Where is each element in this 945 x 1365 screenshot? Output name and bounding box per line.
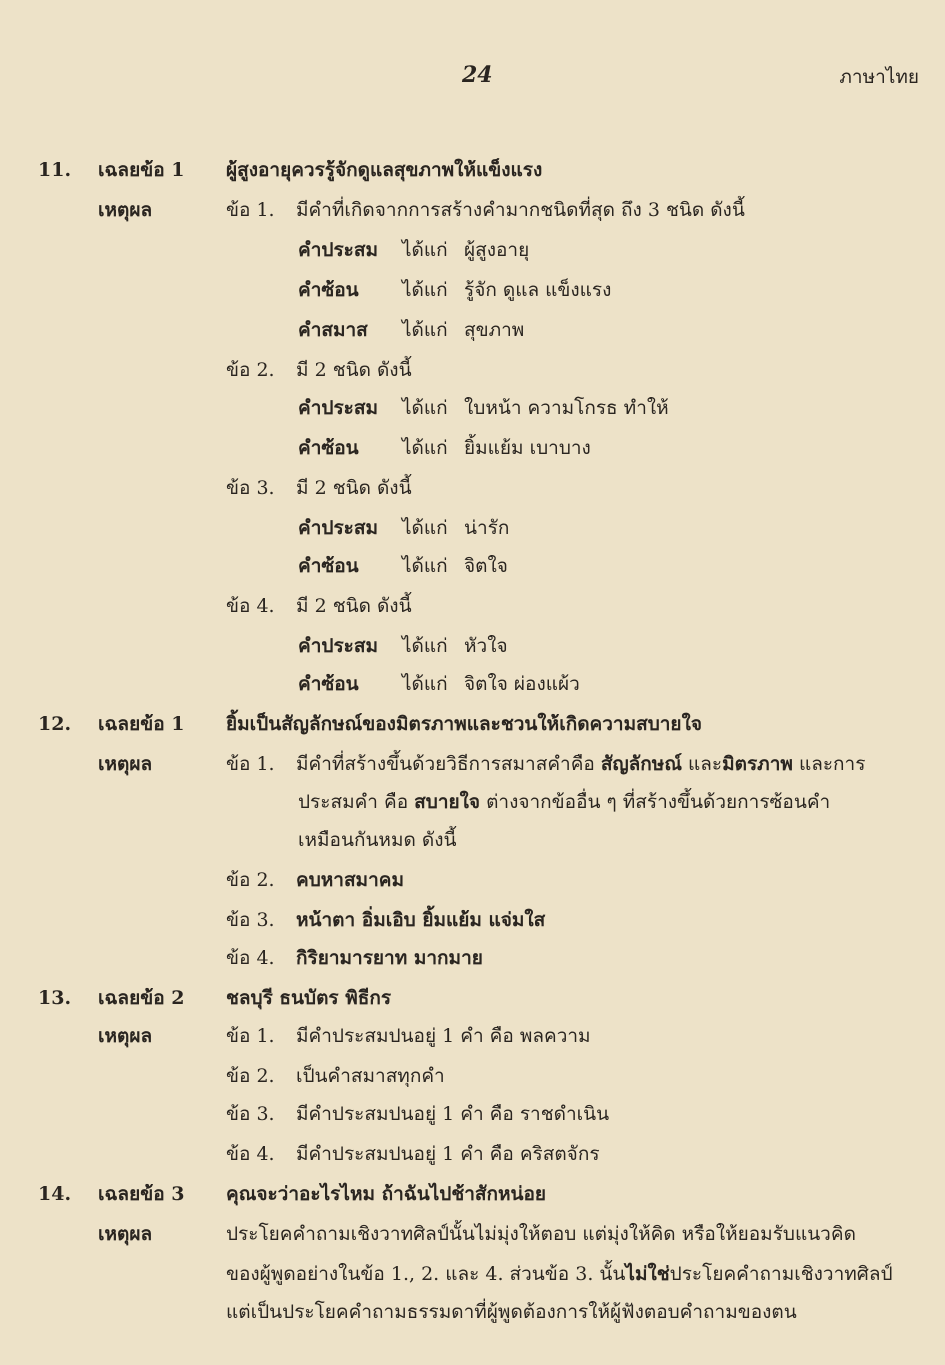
answer-label: เฉลยข้อ 1 [98,713,185,735]
reason-label: เหตุผล [98,199,153,221]
option-text: มี 2 ชนิด ดังนี้ [296,477,412,499]
paragraph-text: ของผู้พูดอย่างในข้อ 1., 2. และ 4. ส่วนข้อ 3. นั้น [226,1263,626,1285]
option-line [226,592,412,620]
option-text: เป็นคำสมาสทุกคำ [296,1065,445,1087]
option-label: ข้อ 2. [226,869,275,891]
option-label: ข้อ 4. [226,595,275,617]
answer-label: เฉลยข้อ 1 [98,159,185,181]
examples: จิตใจ ผ่องแผ้ว [464,673,580,695]
option-text: คบหาสมาคม [296,869,404,891]
connector: ได้แก่ [402,673,448,695]
examples: รู้จัก ดูแล แข็งแรง [464,279,612,301]
paragraph-text: ประโยคคำถามเชิงวาทศิลป์ [669,1263,893,1285]
option-label: ข้อ 4. [226,1143,275,1165]
word-type-line [298,552,508,580]
word-type: คำสมาส [298,319,368,341]
option-label: ข้อ 4. [226,947,275,969]
option-line [226,474,412,502]
connector: ได้แก่ [402,437,448,459]
option-text: และการ [792,753,866,775]
option-text: มีคำประสมปนอยู่ 1 คำ คือ คริสตจักร [296,1143,600,1165]
examples: น่ารัก [464,517,510,539]
word-type-line [298,434,591,462]
option-text: และ [681,753,723,775]
word-type: คำซ้อน [298,673,359,695]
option-continuation [298,788,830,816]
option-text: มีคำประสมปนอยู่ 1 คำ คือ พลความ [296,1025,591,1047]
word-type-line [298,670,580,698]
subject-header: ภาษาไทย [839,66,919,88]
option-text: มีคำที่สร้างขึ้นด้วยวิธีการสมาสคำคือ [296,753,601,775]
examples: ผู้สูงอายุ [464,239,530,261]
option-line [226,866,404,894]
option-text: มีคำที่เกิดจากการสร้างคำมากชนิดที่สุด ถึง 3 ชนิด ดังนี้ [296,199,745,221]
word-type-line [298,394,669,422]
answer-text: คุณจะว่าอะไรไหม ถ้าฉันไปช้าสักหน่อย [226,1183,547,1205]
option-line [226,906,545,934]
answer-text: ผู้สูงอายุควรรู้จักดูแลสุขภาพให้แข็งแรง [226,159,543,181]
examples: ยิ้มแย้ม เบาบาง [464,437,591,459]
word-type: คำประสม [298,635,378,657]
examples: สุขภาพ [464,319,525,341]
question-number: 12. [38,713,72,735]
highlight-word: สัญลักษณ์ [600,753,682,775]
word-type-line [298,316,524,344]
question-number: 13. [38,987,72,1009]
word-type-line [298,236,529,264]
highlight-word: มิตรภาพ [722,753,793,775]
option-text: มี 2 ชนิด ดังนี้ [296,595,412,617]
connector: ได้แก่ [402,279,448,301]
option-line [226,1062,445,1090]
word-type: คำซ้อน [298,555,359,577]
question-number: 11. [38,159,72,181]
option-label: ข้อ 1. [226,199,275,221]
connector: ได้แก่ [402,397,448,419]
option-label: ข้อ 3. [226,477,275,499]
option-label: ข้อ 2. [226,359,275,381]
reason-label: เหตุผล [98,753,153,775]
word-type: คำประสม [298,397,378,419]
page-number: 24 [462,62,493,88]
option-line [226,750,865,778]
connector: ได้แก่ [402,635,448,657]
answer-text: ชลบุรี ธนบัตร พิธีกร [226,987,392,1009]
option-line [226,944,483,972]
question-number: 14. [38,1183,72,1205]
word-type-line [298,276,611,304]
option-label: ข้อ 1. [226,1025,275,1047]
option-label: ข้อ 1. [226,753,275,775]
answer-label: เฉลยข้อ 2 [98,987,185,1009]
answer-label: เฉลยข้อ 3 [98,1183,185,1205]
reason-label: เหตุผล [98,1223,153,1245]
option-line [226,196,745,224]
option-text: กิริยามารยาท มากมาย [296,947,483,969]
examples: ใบหน้า ความโกรธ ทำให้ [464,397,669,419]
paragraph-line: แต่เป็นประโยคคำถามธรรมดาที่ผู้พูดต้องการให้ผู้ฟังตอบคำถามของตน [226,1301,797,1323]
connector: ได้แก่ [402,319,448,341]
option-line [226,1022,591,1050]
reason-label: เหตุผล [98,1025,153,1047]
highlight-word: สบายใจ [414,791,481,813]
examples: จิตใจ [464,555,508,577]
connector: ได้แก่ [402,517,448,539]
option-label: ข้อ 3. [226,909,275,931]
option-text: มี 2 ชนิด ดังนี้ [296,359,412,381]
option-continuation: เหมือนกันหมด ดังนี้ [298,829,457,851]
option-text: ประสมคำ คือ [298,791,415,813]
paragraph-line: ประโยคคำถามเชิงวาทศิลป์นั้นไม่มุ่งให้ตอบ แต่มุ่งให้คิด หรือให้ยอมรับแนวคิด [226,1223,856,1245]
word-type-line [298,632,508,660]
word-type: คำประสม [298,517,378,539]
answer-text: ยิ้มเป็นสัญลักษณ์ของมิตรภาพและชวนให้เกิดความสบายใจ [226,713,702,735]
option-label: ข้อ 2. [226,1065,275,1087]
option-label: ข้อ 3. [226,1103,275,1125]
option-line [226,356,412,384]
option-text: มีคำประสมปนอยู่ 1 คำ คือ ราชดำเนิน [296,1103,610,1125]
option-line [226,1100,609,1128]
paragraph-line [226,1260,893,1288]
option-text: ต่างจากข้ออื่น ๆ ที่สร้างขึ้นด้วยการซ้อนคำ [480,791,831,813]
word-type: คำประสม [298,239,378,261]
word-type: คำซ้อน [298,437,359,459]
examples: หัวใจ [464,635,508,657]
connector: ได้แก่ [402,555,448,577]
connector: ได้แก่ [402,239,448,261]
word-type-line [298,514,509,542]
option-line [226,1140,600,1168]
highlight-word: ไม่ใช่ [625,1263,670,1285]
option-text: หน้าตา อิ่มเอิบ ยิ้มแย้ม แจ่มใส [296,909,546,931]
word-type: คำซ้อน [298,279,359,301]
